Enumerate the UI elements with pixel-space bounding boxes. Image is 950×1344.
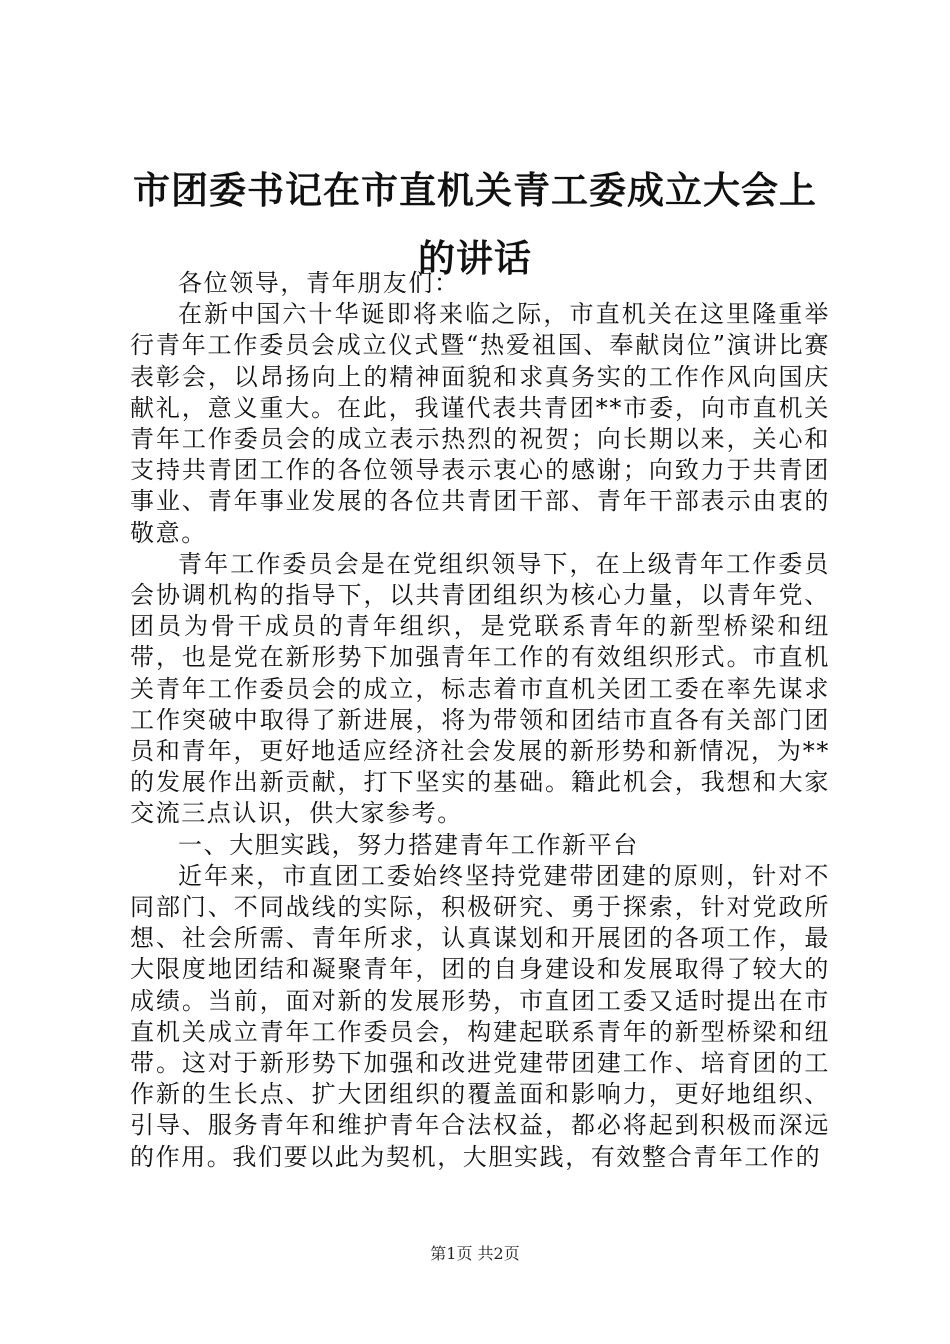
document-body	[130, 268, 830, 1173]
paragraph-intro: 在新中国六十华诞即将来临之际，市直机关在这里隆重举行青年工作委员会成立仪式暨“热爱祖国、奉献岗位”演讲比赛表彰会，以昂扬向上的精神面貌和求真务实的工作作风向国庆献礼，意义重大。在此，我谨代表共青团**市委，向市直机关青年工作委员会的成立表示热烈的祝贺；向长期以来，关心和支持共青团工作的各位领导表示衷心的感谢；向致力于共青团事业、青年事业发展的各位共青团干部、青年干部表示由衷的敬意。	[130, 300, 830, 547]
section-heading-1: 一、大胆实践，努力搭建青年工作新平台	[178, 830, 639, 859]
document-title: 市团委书记在市直机关青工委成立大会上的讲话	[133, 168, 817, 280]
paragraph-committee: 青年工作委员会是在党组织领导下，在上级青年工作委员会协调机构的指导下，以共青团组织为核心力量，以青年党、团员为骨干成员的青年组织，是党联系青年的新型桥梁和纽带，也是党在新形势下加强青年工作的有效组织形式。市直机关青年工作委员会的成立，标志着市直机关团工委在率先谋求工作突破中取得了新进展，将为带领和团结市直各有关部门团员和青年，更好地适应经济社会发展的新形势和新情况，为**的发展作出新贡献，打下坚实的基础。籍此机会，我想和大家交流三点认识，供大家参考。	[130, 549, 830, 828]
paragraph-recent-years: 近年来，市直团工委始终坚持党建带团建的原则，针对不同部门、不同战线的实际，积极研究、勇于探索，针对党政所想、社会所需、青年所求，认真谋划和开展团的各项工作，最大限度地团结和凝聚青年，团的自身建设和发展取得了较大的成绩。当前，面对新的发展形势，市直团工委又适时提出在市直机关成立青年工作委员会，构建起联系青年的新型桥梁和纽带。这对于新形势下加强和改进党建带团建工作、培育团的工作新的生长点、扩大团组织的覆盖面和影响力，更好地组织、引导、服务青年和维护青年合法权益，都必将起到积极而深远的作用。我们要以此为契机，大胆实践，有效整合青年工作的	[130, 861, 830, 1171]
salutation: 各位领导，青年朋友们：	[178, 269, 460, 297]
page-footer: 第1页 共2页	[430, 1244, 520, 1263]
